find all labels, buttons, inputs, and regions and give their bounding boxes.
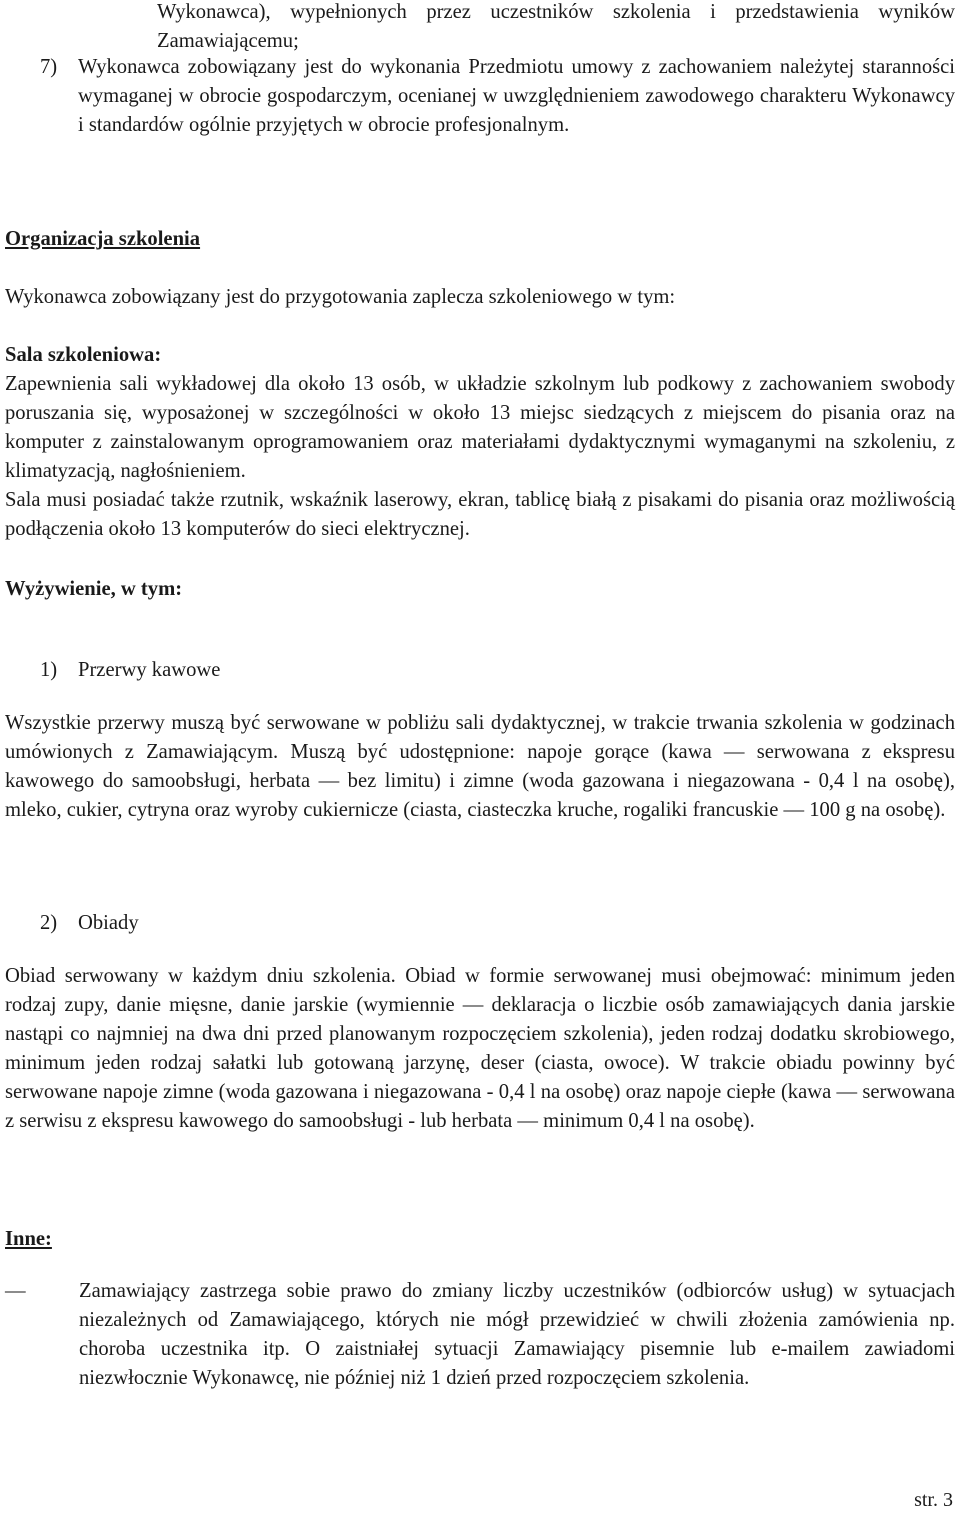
dash-bullet: — — [5, 1280, 26, 1302]
list-item-label: Obiady — [78, 912, 139, 934]
section-heading-organizacja: Organizacja szkolenia — [5, 228, 201, 250]
intro-list-item-7 — [40, 53, 955, 140]
wyzywienie-item-1-label — [40, 656, 220, 685]
sala-paragraph-2: Sala musi posiadać także rzutnik, wskaźnik laserowy, ekran, tablicę białą z pisakami do pisania oraz możliwością podłączenia około 13 komputerów do sieci elektrycznej. — [5, 489, 955, 540]
sala-paragraph-1: Zapewnienia sali wykładowej dla około 13 osób, w układzie szkolnym lub podkowy z zachowaniem swobody poruszania się, wyposażonej w szczególności w około 13 miejsc siedzących z miejscem do pisania oraz na komputer z zainstalowanym oprogramowaniem oraz materiałami dydaktycznymi wymaganymi na szkoleniu, z klimatyzacją, nagłośnieniem. — [5, 373, 955, 482]
list-number: 7) — [40, 56, 58, 78]
section-heading-sala: Sala szkoleniowa: — [5, 344, 162, 366]
wyzywienie-item-1-text: Wszystkie przerwy muszą być serwowane w pobliżu sali dydaktycznej, w trakcie trwania szkolenia w godzinach umówionych z Zamawiającym. Muszą być udostępnione: napoje gorące (kawa — serwowana z ekspresu kawowego do samoobsługi, herbata — bez limitu) i zimne (woda gazowana i niegazowana - 0,4 l na osobę), mleko, cukier, cytryna oraz wyroby cukiernicze (ciasta, ciasteczka kruche, rogaliki francuskie — 100 g na osobę). — [5, 712, 955, 821]
organizacja-lead: Wykonawca zobowiązany jest do przygotowania zaplecza szkoleniowego w tym: — [5, 286, 676, 308]
inne-list-item — [5, 1277, 955, 1393]
list-number: 1) — [40, 659, 58, 681]
inne-item-text: Zamawiający zastrzega sobie prawo do zmiany liczby uczestników (odbiorców usług) w sytuacjach niezależnych od Zamawiającego, których nie mógł przewidzieć w chwili złożenia zamówienia np. choroba uczestnika itp. O zaistniałej sytuacji Zamawiający pisemnie lub e-mailem zawiadomi niezwłocznie Wykonawcę, nie później niż 1 dzień przed rozpoczęciem szkolenia. — [79, 1280, 955, 1389]
list-item-text: Wykonawca zobowiązany jest do wykonania Przedmiotu umowy z zachowaniem należytej staranności wymaganej w obrocie gospodarczym, ocenianej w uwzględnieniem zawodowego charakteru Wykonawcy i standardów ogólnie przyjętych w obrocie profesjonalnym. — [78, 56, 955, 136]
page-number: str. 3 — [914, 1489, 953, 1511]
list-number: 2) — [40, 912, 58, 934]
intro-continuation: Wykonawca), wypełnionych przez uczestników szkolenia i przedstawienia wyników Zamawiającemu; — [157, 1, 955, 52]
section-heading-inne: Inne: — [5, 1228, 52, 1250]
wyzywienie-item-2-text: Obiad serwowany w każdym dniu szkolenia. Obiad w formie serwowanej musi obejmować: minimum jeden rodzaj zupy, danie mięsne, danie jarskie (wymiennie — deklaracja o liczbie osób zamawiających dania jarskie nastąpi co najmniej na dwa dni przed planowanym rozpoczęciem szkolenia), jeden rodzaj dodatku skrobiowego, minimum jeden rodzaj sałatki lub gotowaną jarzynę, deser (ciasta, owoce). W trakcie obiadu powinny być serwowane napoje zimne (woda gazowana i niegazowana - 0,4 l na osobę) oraz napoje ciepłe (kawa — serwowana z serwisu z ekspresu kawowego do samoobsługi - lub herbata — minimum 0,4 l na osobę). — [5, 965, 955, 1132]
wyzywienie-item-2-label — [40, 909, 139, 938]
list-item-label: Przerwy kawowe — [78, 659, 221, 681]
section-heading-wyzywienie: Wyżywienie, w tym: — [5, 578, 183, 600]
